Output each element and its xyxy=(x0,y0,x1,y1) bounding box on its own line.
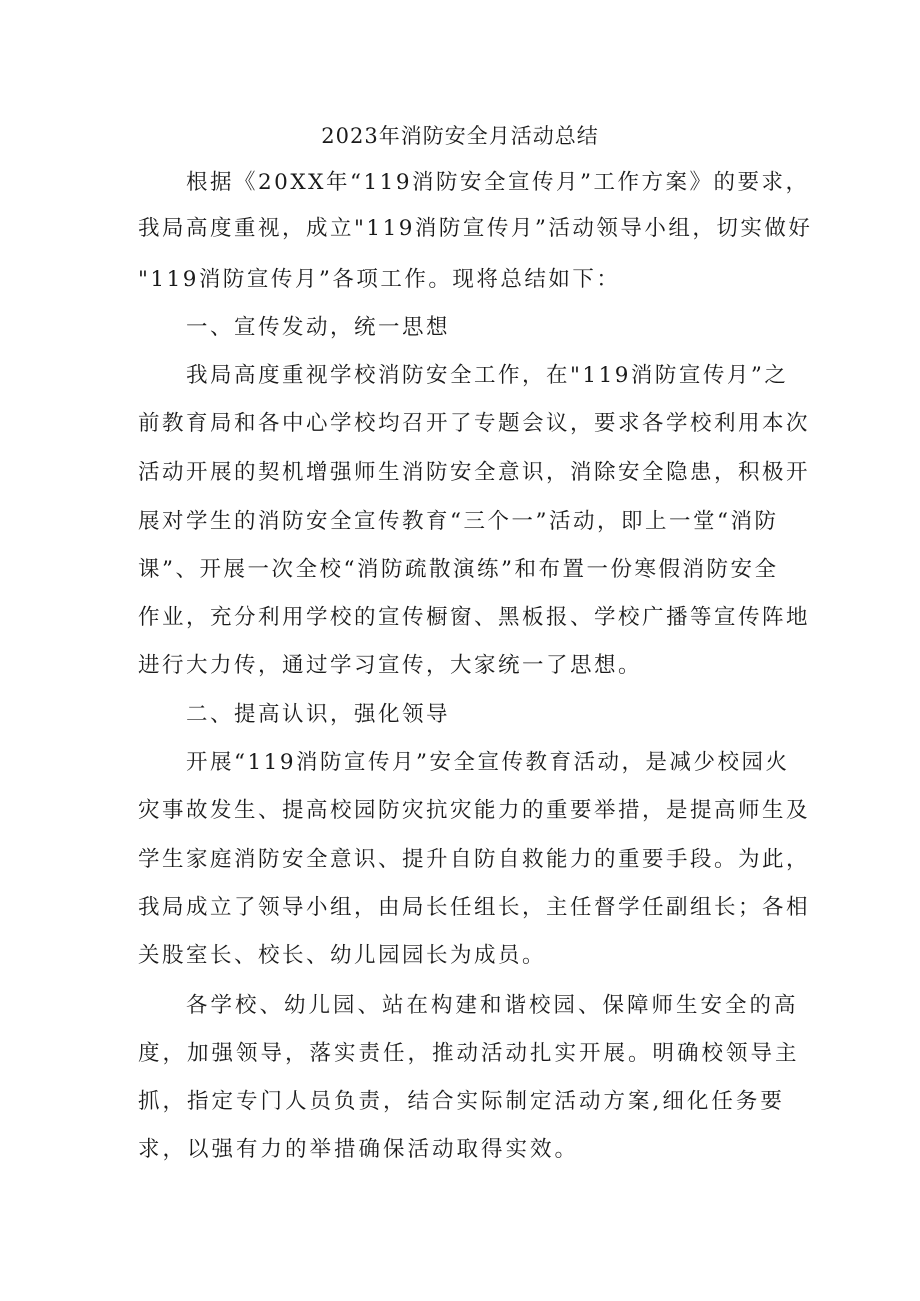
document-title: 2023年消防安全月活动总结 xyxy=(321,124,599,148)
paragraph-line: 我局高度重视，成立"119消防宣传月”活动领导小组，切实做好 xyxy=(138,216,813,241)
paragraph-line: 度，加强领导，落实责任，推动活动扎实开展。明确校领导主 xyxy=(138,1041,800,1066)
paragraph-line: 学生家庭消防安全意识、提升自防自救能力的重要手段。为此， xyxy=(138,847,811,872)
paragraph-line: 前教育局和各中心学校均召开了专题会议，要求各学校利用本次 xyxy=(138,411,811,436)
paragraph-line: 进行大力传，通过学习宣传，大家统一了思想。 xyxy=(138,653,643,678)
paragraph-line: 开展“119消防宣传月”安全宣传教育活动，是减少校园火 xyxy=(186,750,790,775)
paragraph-line: "119消防宣传月”各项工作。现将总结如下： xyxy=(138,267,621,292)
paragraph-line: 课”、开展一次全校“消防疏散演练”和布置一份寒假消防安全 xyxy=(138,557,779,582)
paragraph-line: 我局高度重视学校消防安全工作，在"119消防宣传月”之 xyxy=(186,363,789,388)
paragraph-line: 各学校、幼儿园、站在构建和谐校园、保障师生安全的高 xyxy=(186,993,799,1018)
paragraph-line: 展对学生的消防安全宣传教育“三个一”活动，即上一堂“消防 xyxy=(138,509,779,534)
paragraph-line: 关股室长、校长、幼儿园园长为成员。 xyxy=(138,943,547,968)
paragraph-line: 作业，充分利用学校的宣传橱窗、黑板报、学校广播等宣传阵地 xyxy=(138,605,811,630)
section-heading: 二、提高认识，强化领导 xyxy=(186,702,451,727)
paragraph-line: 灾事故发生、提高校园防灾抗灾能力的重要举措，是提高师生及 xyxy=(138,798,811,823)
paragraph-line: 活动开展的契机增强师生消防安全意识，消除安全隐患，积极开 xyxy=(138,460,811,485)
section-heading: 一、宣传发动，统一思想 xyxy=(186,315,451,340)
paragraph-line: 抓，指定专门人员负责，结合实际制定活动方案,细化任务要 xyxy=(138,1089,785,1114)
paragraph-line: 我局成立了领导小组，由局长任组长，主任督学任副组长；各相 xyxy=(138,895,811,920)
paragraph-line: 求，以强有力的举措确保活动取得实效。 xyxy=(138,1137,580,1162)
paragraph-line: 根据《20XX年“119消防安全宣传月”工作方案》的要求， xyxy=(186,170,810,195)
